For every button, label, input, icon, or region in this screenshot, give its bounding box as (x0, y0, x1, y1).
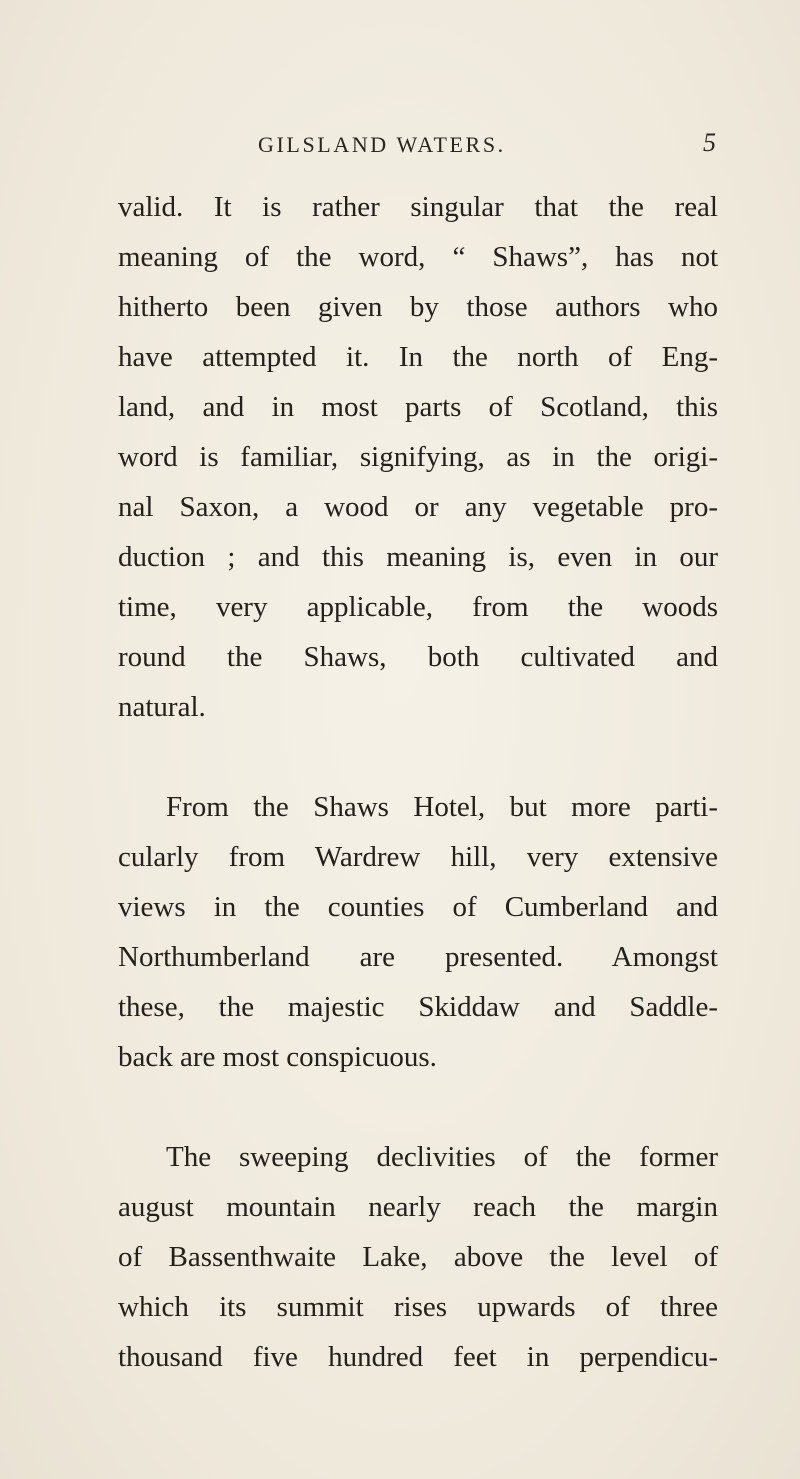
text-line: word is familiar, signifying, as in the origi- (118, 441, 718, 473)
text-line: Northumberland are presented. Amongst (118, 941, 718, 973)
text-line: nal Saxon, a wood or any vegetable pro- (118, 491, 718, 523)
text-line: hitherto been given by those authors who (118, 291, 718, 323)
text-line: The sweeping declivities of the former (166, 1141, 718, 1173)
text-line: valid. It is rather singular that the real (118, 191, 718, 223)
paragraph-gap (118, 1082, 718, 1132)
text-line: duction ; and this meaning is, even in our (118, 541, 718, 573)
paragraph-3 (118, 1132, 718, 1382)
text-line: thousand five hundred feet in perpendicu- (118, 1341, 718, 1373)
text-line: august mountain nearly reach the margin (118, 1191, 718, 1223)
running-head (0, 128, 800, 168)
text-line: have attempted it. In the north of Eng- (118, 341, 718, 373)
text-line: natural. (118, 691, 206, 723)
text-line: views in the counties of Cumberland and (118, 891, 718, 923)
text-line: which its summit rises upwards of three (118, 1291, 718, 1323)
text-line: time, very applicable, from the woods (118, 591, 718, 623)
text-line: back are most conspicuous. (118, 1041, 437, 1073)
text-line: From the Shaws Hotel, but more parti- (166, 791, 718, 823)
text-line: round the Shaws, both cultivated and (118, 641, 718, 673)
running-title: GILSLAND WATERS. (258, 132, 506, 157)
text-line: cularly from Wardrew hill, very extensive (118, 841, 718, 873)
page-number: 5 (703, 128, 716, 157)
text-line: of Bassenthwaite Lake, above the level of (118, 1241, 718, 1273)
paragraph-1 (118, 182, 718, 732)
paragraph-2 (118, 782, 718, 1082)
text-line: these, the majestic Skiddaw and Saddle- (118, 991, 718, 1023)
text-line: meaning of the word, “ Shaws”, has not (118, 241, 718, 273)
text-line: land, and in most parts of Scotland, this (118, 391, 718, 423)
body-text (118, 182, 718, 1382)
paragraph-gap (118, 732, 718, 782)
